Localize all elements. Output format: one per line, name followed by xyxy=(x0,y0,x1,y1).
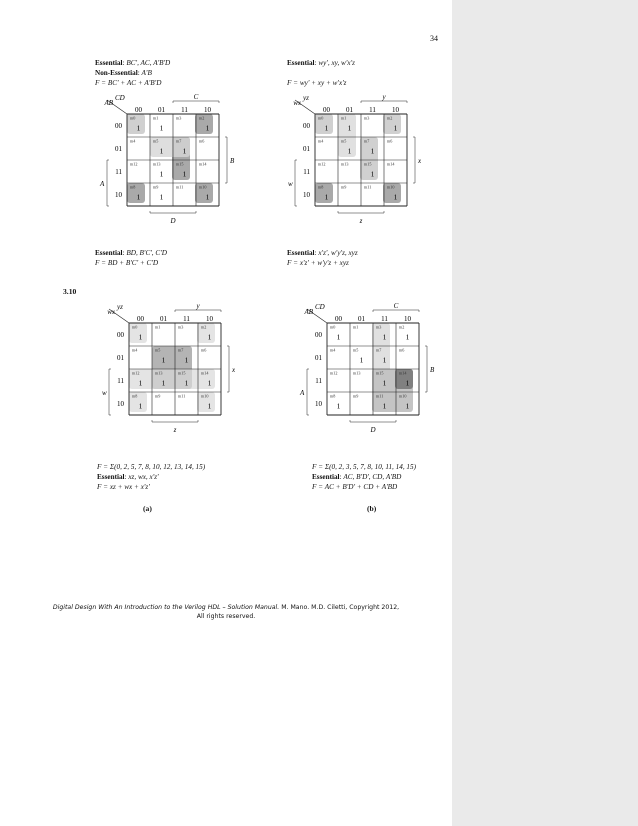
kmap-minterm-label: m9 xyxy=(155,393,161,399)
kmap-top-bracket xyxy=(373,310,419,312)
kmap-minterm-label: m0 xyxy=(318,115,324,121)
kmap-minterm-label: m6 xyxy=(399,347,405,353)
kmap-1 xyxy=(95,93,260,232)
kmap-cell-value: 1 xyxy=(159,192,164,202)
kmap-right-variable: x xyxy=(418,157,422,165)
kmap-cell-value: 1 xyxy=(393,123,398,133)
kmap-minterm-label: m1 xyxy=(353,324,359,330)
kmap-cell-value: 1 xyxy=(159,146,164,156)
kmap-cell-value: 1 xyxy=(347,123,352,133)
kmap-bottom-bracket xyxy=(350,420,396,422)
kmap-cell-value: 1 xyxy=(159,169,164,179)
kmap-column-header: 10 xyxy=(204,106,211,114)
kmap-cell-value: 1 xyxy=(405,332,410,342)
kmap-left-variable: A xyxy=(100,180,105,188)
kmap-row-header: 11 xyxy=(315,377,322,385)
kmap-row-header: 10 xyxy=(315,400,322,408)
kmap-cell-value: 1 xyxy=(382,401,387,411)
page-number: 34 xyxy=(430,34,438,43)
kmap-top-variable: C xyxy=(193,93,199,101)
kmap-minterm-label: m8 xyxy=(318,184,324,190)
kmap-row-header: 00 xyxy=(115,122,122,130)
kmap-left-bracket xyxy=(107,160,109,206)
kmap-minterm-label: m12 xyxy=(132,370,140,376)
kmap-row-header: 11 xyxy=(117,377,124,385)
kmap-minterm-label: m13 xyxy=(353,370,361,376)
kmap-cell-value: 1 xyxy=(159,123,164,133)
kmap-cell-value: 1 xyxy=(138,332,143,342)
kmap-left-variable: w xyxy=(102,389,107,397)
kmap-top-bracket xyxy=(175,310,221,312)
kmap-minterm-label: m15 xyxy=(176,161,184,167)
kmap-minterm-label: m9 xyxy=(341,184,347,190)
footer-authors: M. Mano. M.D. Ciletti, Copyright 2012, xyxy=(279,604,400,611)
kmap-column-variables: CD xyxy=(315,303,325,311)
kmap-cell-value: 1 xyxy=(393,192,398,202)
kmap-row-variables: wx xyxy=(293,99,301,107)
kmap-bottom-bracket xyxy=(338,211,384,213)
kmap-row-header: 01 xyxy=(115,145,122,153)
kmap-column-header: 11 xyxy=(369,106,376,114)
kmap-bottom-variable: z xyxy=(173,426,177,434)
kmap-minterm-label: m11 xyxy=(364,184,372,190)
kmap-minterm-label: m4 xyxy=(130,138,136,144)
comment-sidebar xyxy=(452,0,638,826)
kmap-cell-value: 1 xyxy=(370,146,375,156)
kmap-minterm-label: m8 xyxy=(132,393,138,399)
kmap-bottom-variable: z xyxy=(359,217,363,225)
caption-a: (a) xyxy=(143,504,152,513)
kmap-row-header: 10 xyxy=(117,400,124,408)
ba-function: F = xz + wx + x'z' xyxy=(97,483,150,491)
kmap-cell-value: 1 xyxy=(336,401,341,411)
kmap-minterm-label: m0 xyxy=(130,115,136,121)
kmap-minterm-label: m8 xyxy=(330,393,336,399)
kmap-minterm-label: m8 xyxy=(130,184,136,190)
kmap-minterm-label: m4 xyxy=(132,347,138,353)
kmap-minterm-label: m2 xyxy=(199,115,205,121)
kmap-column-header: 11 xyxy=(381,315,388,323)
kmap-row-header: 01 xyxy=(303,145,310,153)
kmap-cell-value: 1 xyxy=(182,146,187,156)
kmap-minterm-label: m3 xyxy=(376,324,382,330)
kmap-row-header: 11 xyxy=(303,168,310,176)
kmap-column-header: 01 xyxy=(358,315,365,323)
kmap-minterm-label: m10 xyxy=(201,393,209,399)
kmap-row-header: 00 xyxy=(303,122,310,130)
kmap-cell-value: 1 xyxy=(207,332,212,342)
kmap-minterm-label: m1 xyxy=(155,324,161,330)
kmap-right-bracket xyxy=(425,346,427,392)
mr-essential-value: x'z', w'y'z, xyz xyxy=(318,249,358,257)
bb-essential-value: AC, B'D', CD, A'BD xyxy=(343,473,402,481)
ml-essential-line: Essential: BD, B'C', C'D xyxy=(95,249,167,257)
tr-function: F = wy' + xy + w'x'z xyxy=(287,79,347,87)
kmap-column-variables: yz xyxy=(303,94,309,102)
bb-function: F = AC + B'D' + CD + A'BD xyxy=(312,483,398,491)
kmap-minterm-label: m14 xyxy=(201,370,209,376)
kmap-row-variables: wx xyxy=(107,308,115,316)
kmap-right-bracket xyxy=(227,346,229,392)
kmap-row-header: 00 xyxy=(117,331,124,339)
kmap-minterm-label: m7 xyxy=(176,138,182,144)
kmap-right-bracket xyxy=(413,137,415,183)
kmap-column-header: 00 xyxy=(135,106,142,114)
kmap-minterm-label: m3 xyxy=(176,115,182,121)
kmap-minterm-label: m7 xyxy=(178,347,184,353)
kmap-bottom-variable: D xyxy=(170,217,176,225)
tl-essential-value: BC', AC, A'B'D xyxy=(126,59,171,67)
kmap-minterm-label: m11 xyxy=(178,393,186,399)
ba-sum: F = Σ(0, 2, 5, 7, 8, 10, 12, 13, 14, 15) xyxy=(97,463,206,471)
kmap-row-variables: AB xyxy=(304,308,313,316)
tr-essential-line: Essential: wy', xy, w'x'z xyxy=(287,59,355,67)
kmap-column-header: 00 xyxy=(335,315,342,323)
kmap-top-variable: y xyxy=(196,302,200,310)
kmap-column-header: 10 xyxy=(404,315,411,323)
kmap-minterm-label: m12 xyxy=(330,370,338,376)
kmap-cell-value: 1 xyxy=(207,378,212,388)
kmap-minterm-label: m6 xyxy=(201,347,207,353)
kmap-top-variable: y xyxy=(382,93,386,101)
kmap-cell-value: 1 xyxy=(161,378,166,388)
kmap-column-header: 01 xyxy=(346,106,353,114)
kmap-minterm-label: m5 xyxy=(153,138,159,144)
kmap-cell-value: 1 xyxy=(136,123,141,133)
kmap-left-variable: A xyxy=(300,389,305,397)
tl-essential-line: Essential: BC', AC, A'B'D xyxy=(95,59,171,67)
mr-function: F = x'z' + w'y'z + xyz xyxy=(287,259,349,267)
kmap-cell-value: 1 xyxy=(347,146,352,156)
kmap-minterm-label: m6 xyxy=(387,138,393,144)
ba-essential-line: Essential: xz, wx, x'z' xyxy=(97,473,159,481)
kmap-cell-value: 1 xyxy=(324,192,329,202)
kmap-column-header: 10 xyxy=(392,106,399,114)
kmap-cell-value: 1 xyxy=(161,355,166,365)
kmap-column-header: 01 xyxy=(158,106,165,114)
kmap-minterm-label: m10 xyxy=(399,393,407,399)
footer-book-title: Digital Design With An Introduction to the Verilog HDL – Solution Manual. xyxy=(52,604,280,611)
kmap-minterm-label: m2 xyxy=(387,115,393,121)
kmap-bottom-bracket xyxy=(150,211,196,213)
kmap-right-variable: B xyxy=(230,157,235,165)
kmap-minterm-label: m15 xyxy=(376,370,384,376)
section-label: 3.10 xyxy=(63,287,77,296)
kmap-cell-value: 1 xyxy=(382,355,387,365)
kmap-cell-value: 1 xyxy=(136,192,141,202)
kmap-2 xyxy=(283,93,448,232)
kmap-minterm-label: m11 xyxy=(376,393,384,399)
kmap-minterm-label: m5 xyxy=(341,138,347,144)
kmap-cell-value: 1 xyxy=(405,378,410,388)
kmap-top-bracket xyxy=(173,101,219,103)
kmap-cell-value: 1 xyxy=(382,332,387,342)
kmap-cell-value: 1 xyxy=(370,169,375,179)
kmap-minterm-label: m11 xyxy=(176,184,184,190)
kmap-minterm-label: m3 xyxy=(178,324,184,330)
kmap-cell-value: 1 xyxy=(207,401,212,411)
kmap-cell-value: 1 xyxy=(205,192,210,202)
kmap-column-header: 00 xyxy=(137,315,144,323)
kmap-minterm-label: m1 xyxy=(153,115,159,121)
kmap-minterm-label: m14 xyxy=(387,161,395,167)
kmap-column-header: 01 xyxy=(160,315,167,323)
kmap-right-variable: B xyxy=(430,366,435,374)
bb-sum: F = Σ(0, 2, 3, 5, 7, 8, 10, 11, 14, 15) xyxy=(312,463,417,471)
kmap-3 xyxy=(97,302,262,441)
footer-rights: All rights reserved. xyxy=(196,613,256,620)
kmap-minterm-label: m2 xyxy=(399,324,405,330)
kmap-minterm-label: m0 xyxy=(132,324,138,330)
kmap-top-bracket xyxy=(361,101,407,103)
kmap-minterm-label: m1 xyxy=(341,115,347,121)
kmap-left-variable: w xyxy=(288,180,293,188)
kmap-cell-value: 1 xyxy=(324,123,329,133)
kmap-bottom-bracket xyxy=(152,420,198,422)
kmap-cell-value: 1 xyxy=(405,401,410,411)
kmap-row-header: 01 xyxy=(315,354,322,362)
mr-essential-line: Essential: x'z', w'y'z, xyz xyxy=(287,249,358,257)
kmap-right-bracket xyxy=(225,137,227,183)
kmap-column-header: 00 xyxy=(323,106,330,114)
kmap-minterm-label: m12 xyxy=(130,161,138,167)
tl-nonessential-value: A'B xyxy=(141,69,152,77)
kmap-cell-value: 1 xyxy=(138,378,143,388)
kmap-column-variables: yz xyxy=(117,303,123,311)
kmap-minterm-label: m14 xyxy=(399,370,407,376)
kmap-row-header: 11 xyxy=(115,168,122,176)
kmap-cell-value: 1 xyxy=(382,378,387,388)
kmap-left-bracket xyxy=(307,369,309,415)
kmap-row-variables: AB xyxy=(104,99,113,107)
kmap-minterm-label: m14 xyxy=(199,161,207,167)
kmap-minterm-label: m9 xyxy=(153,184,159,190)
kmap-row-header: 00 xyxy=(315,331,322,339)
kmap-cell-value: 1 xyxy=(182,169,187,179)
kmap-row-header: 10 xyxy=(303,191,310,199)
footer-copyright xyxy=(0,603,452,621)
kmap-minterm-label: m13 xyxy=(153,161,161,167)
kmap-column-header: 11 xyxy=(181,106,188,114)
kmap-minterm-label: m6 xyxy=(199,138,205,144)
kmap-cell-value: 1 xyxy=(184,355,189,365)
kmap-left-bracket xyxy=(295,160,297,206)
ml-function: F = BD + B'C' + C'D xyxy=(95,259,159,267)
kmap-right-variable: x xyxy=(232,366,236,374)
kmap-minterm-label: m3 xyxy=(364,115,370,121)
kmap-column-variables: CD xyxy=(115,94,125,102)
kmap-minterm-label: m13 xyxy=(155,370,163,376)
kmap-cell-value: 1 xyxy=(205,123,210,133)
kmap-minterm-label: m10 xyxy=(199,184,207,190)
caption-b: (b) xyxy=(367,504,377,513)
kmap-left-bracket xyxy=(109,369,111,415)
kmap-minterm-label: m2 xyxy=(201,324,207,330)
kmap-minterm-label: m7 xyxy=(364,138,370,144)
ba-essential-value: xz, wx, x'z' xyxy=(128,473,159,481)
tr-essential-value: wy', xy, w'x'z xyxy=(318,59,355,67)
tl-nonessential-line: Non-Essential: A'B xyxy=(95,69,152,77)
kmap-minterm-label: m5 xyxy=(155,347,161,353)
kmap-minterm-label: m15 xyxy=(364,161,372,167)
kmap-minterm-label: m13 xyxy=(341,161,349,167)
tl-function: F = BC' + AC + A'B'D xyxy=(95,79,162,87)
kmap-minterm-label: m4 xyxy=(318,138,324,144)
bb-essential-line: Essential: AC, B'D', CD, A'BD xyxy=(312,473,402,481)
kmap-minterm-label: m10 xyxy=(387,184,395,190)
kmap-minterm-label: m12 xyxy=(318,161,326,167)
kmap-4 xyxy=(295,302,460,441)
ml-essential-value: BD, B'C', C'D xyxy=(126,249,167,257)
kmap-cell-value: 1 xyxy=(184,378,189,388)
kmap-column-header: 10 xyxy=(206,315,213,323)
kmap-minterm-label: m5 xyxy=(353,347,359,353)
kmap-cell-value: 1 xyxy=(359,355,364,365)
kmap-column-header: 11 xyxy=(183,315,190,323)
kmap-bottom-variable: D xyxy=(370,426,376,434)
kmap-minterm-label: m15 xyxy=(178,370,186,376)
kmap-minterm-label: m0 xyxy=(330,324,336,330)
kmap-cell-value: 1 xyxy=(336,332,341,342)
kmap-row-header: 01 xyxy=(117,354,124,362)
kmap-minterm-label: m4 xyxy=(330,347,336,353)
kmap-top-variable: C xyxy=(393,302,399,310)
kmap-cell-value: 1 xyxy=(138,401,143,411)
kmap-minterm-label: m9 xyxy=(353,393,359,399)
kmap-row-header: 10 xyxy=(115,191,122,199)
kmap-minterm-label: m7 xyxy=(376,347,382,353)
